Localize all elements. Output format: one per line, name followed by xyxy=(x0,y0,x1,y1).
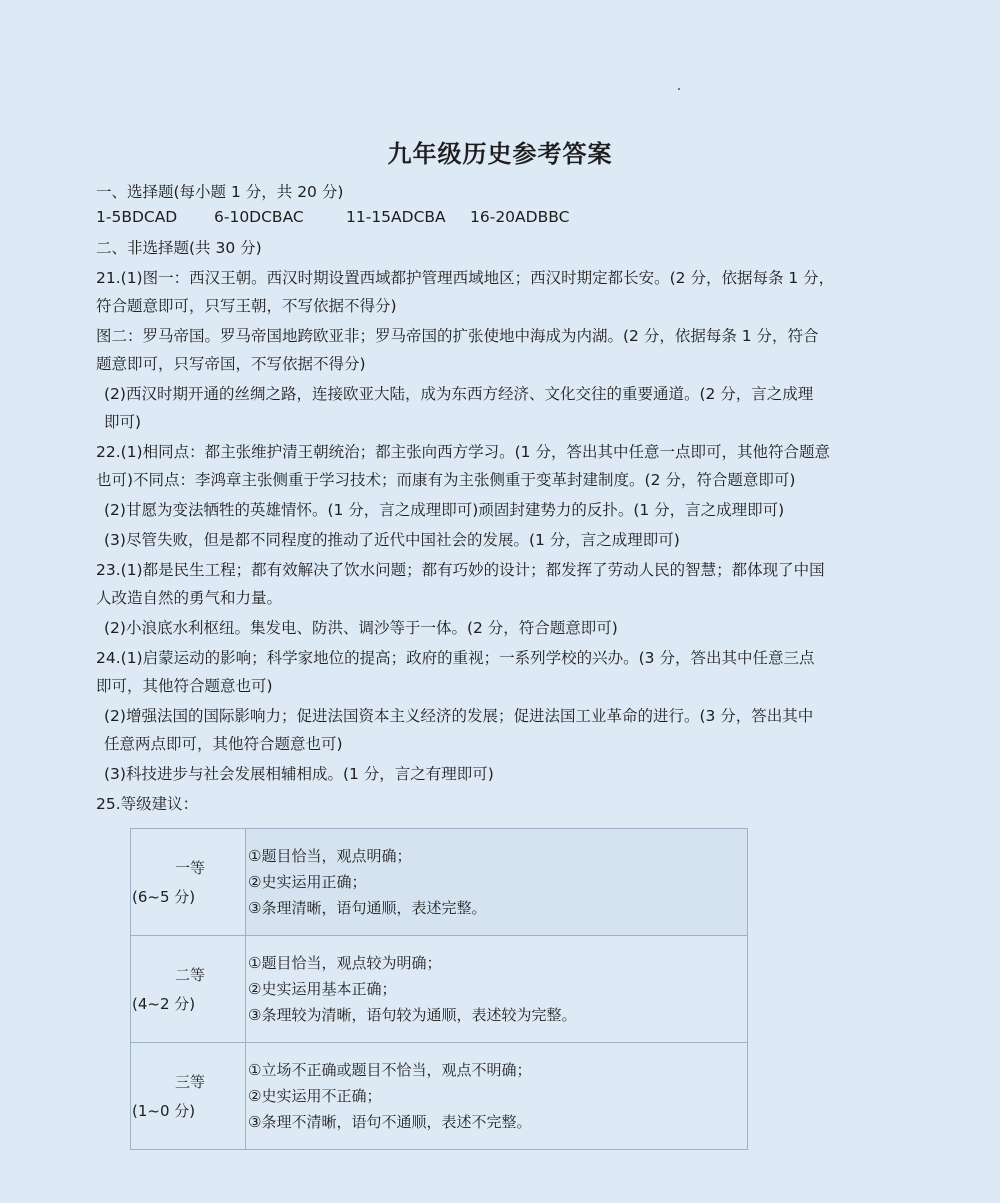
answer-content xyxy=(96,178,911,818)
grade-criteria-cell xyxy=(246,1043,748,1150)
grade-level: 三等 xyxy=(174,1073,205,1091)
answer-line: (2)甘愿为变法牺牲的英雄情怀。(1 分，言之成理即可)顽固封建势力的反扑。(1 分，言之成理即可) xyxy=(104,501,785,519)
grade-level-cell xyxy=(131,936,246,1043)
section2-heading: 二、非选择题(共 30 分) xyxy=(96,239,262,257)
answer-group: 6-10DCBAC xyxy=(214,208,304,226)
answer-group: 1-5BDCAD xyxy=(96,208,178,226)
choice-answers xyxy=(96,206,911,228)
section1-heading: 一、选择题(每小题 1 分，共 20 分) xyxy=(96,183,344,201)
answer-line: 任意两点即可，其他符合题意也可) xyxy=(104,735,343,753)
grade-table xyxy=(130,828,748,1150)
answer-line: (2)增强法国的国际影响力；促进法国资本主义经济的发展；促进法国工业革命的进行。(3 分，答出其中 xyxy=(104,707,814,725)
stray-dot xyxy=(678,88,680,90)
grade-level-cell xyxy=(131,1043,246,1150)
answer-line: (3)尽管失败，但是都不同程度的推动了近代中国社会的发展。(1 分，言之成理即可) xyxy=(104,531,680,549)
answer-line: (3)科技进步与社会发展相辅相成。(1 分，言之有理即可) xyxy=(104,765,494,783)
criterion: ①题目恰当，观点明确； xyxy=(248,847,412,865)
answer-line: 25.等级建议： xyxy=(96,795,199,813)
criterion: ②史实运用不正确； xyxy=(248,1087,382,1105)
answer-line: 符合题意即可，只写王朝，不写依据不得分) xyxy=(96,297,397,315)
grade-row xyxy=(131,1043,748,1150)
criterion: ②史实运用正确； xyxy=(248,873,367,891)
criterion: ③条理不清晰，语句不通顺，表述不完整。 xyxy=(248,1113,532,1131)
page-title: 九年级历史参考答案 xyxy=(387,140,613,168)
grade-criteria-cell xyxy=(246,936,748,1043)
answer-line: 21.(1)图一：西汉王朝。西汉时期设置西域都护管理西域地区；西汉时期定都长安。(2 分，依据每条 1 分， xyxy=(96,269,835,287)
criterion: ①立场不正确或题目不恰当，观点不明确； xyxy=(248,1061,532,1079)
grade-range: (6~5 分) xyxy=(132,888,196,906)
answer-group: 16-20ADBBC xyxy=(470,208,570,226)
grade-row xyxy=(131,829,748,936)
answer-line: 即可) xyxy=(104,413,142,431)
grade-range: (4~2 分) xyxy=(132,995,196,1013)
answer-group: 11-15ADCBA xyxy=(346,208,446,226)
answer-line: 22.(1)相同点：都主张维护清王朝统治；都主张向西方学习。(1 分，答出其中任意一点即可，其他符合题意 xyxy=(96,443,830,461)
answer-line: 也可)不同点：李鸿章主张侧重于学习技术；而康有为主张侧重于变革封建制度。(2 分，符合题意即可) xyxy=(96,471,796,489)
answer-line: 图二：罗马帝国。罗马帝国地跨欧亚非；罗马帝国的扩张使地中海成为内湖。(2 分，依据每条 1 分，符合 xyxy=(96,327,819,345)
answer-line: (2)小浪底水利枢纽。集发电、防洪、调沙等于一体。(2 分，符合题意即可) xyxy=(104,619,618,637)
answer-line: 24.(1)启蒙运动的影响；科学家地位的提高；政府的重视；一系列学校的兴办。(3 分，答出其中任意三点 xyxy=(96,649,815,667)
answer-line: 即可，其他符合题意也可) xyxy=(96,677,273,695)
grade-criteria-cell xyxy=(246,829,748,936)
grade-range: (1~0 分) xyxy=(132,1102,196,1120)
grade-row xyxy=(131,936,748,1043)
grade-level-cell xyxy=(131,829,246,936)
answer-line: 23.(1)都是民生工程；都有效解决了饮水问题；都有巧妙的设计；都发挥了劳动人民的智慧；都体现了中国 xyxy=(96,561,825,579)
answer-line: (2)西汉时期开通的丝绸之路，连接欧亚大陆，成为东西方经济、文化交往的重要通道。(2 分，言之成理 xyxy=(104,385,814,403)
criterion: ③条理清晰，语句通顺，表述完整。 xyxy=(248,899,487,917)
answer-line: 人改造自然的勇气和力量。 xyxy=(96,589,283,607)
criterion: ③条理较为清晰，语句较为通顺，表述较为完整。 xyxy=(248,1006,577,1024)
criterion: ②史实运用基本正确； xyxy=(248,980,397,998)
grade-level: 一等 xyxy=(174,859,205,877)
criterion: ①题目恰当，观点较为明确； xyxy=(248,954,442,972)
answer-line: 题意即可，只写帝国，不写依据不得分) xyxy=(96,355,366,373)
grade-level: 二等 xyxy=(174,966,205,984)
